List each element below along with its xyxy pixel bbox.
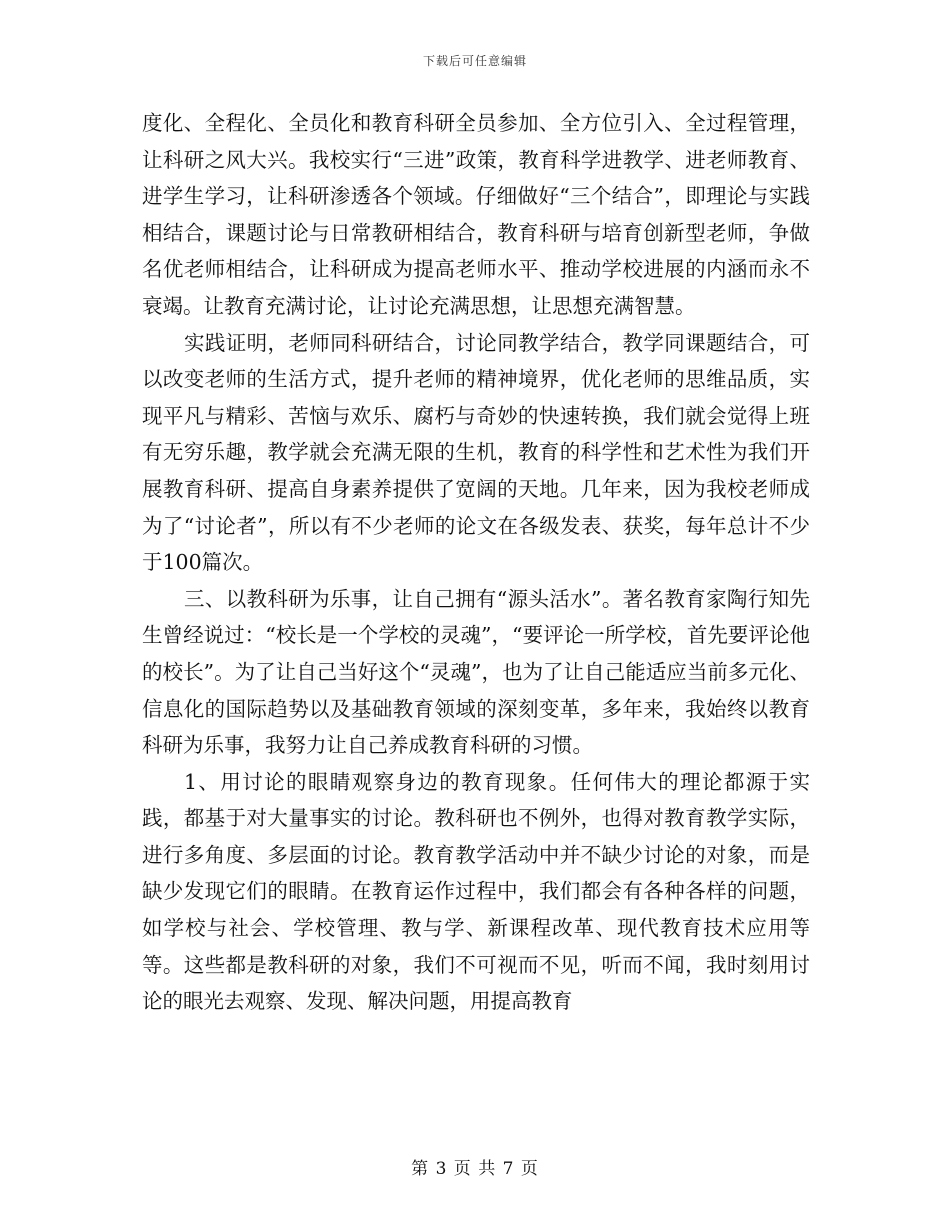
- document-body: [142, 105, 810, 1020]
- paragraph: 1、用讨论的眼睛观察身边的教育现象。任何伟大的理论都源于实践，都基于对大量事实的讨论。教科研也不例外，也得对教育教学实际，进行多角度、多层面的讨论。教育教学活动中并不缺少讨论的对象，而是缺少发现它们的眼睛。在教育运作过程中，我们都会有各种各样的问题，如学校与社会、学校管理、教与学、新课程改革、现代教育技术应用等等。这些都是教科研的对象，我们不可视而不见，听而不闻，我时刻用讨论的眼光去观察、发现、解决问题，用提高教育: [142, 769, 810, 1014]
- page-number-footer: 第 3 页 共 7 页: [411, 1159, 539, 1179]
- page-header: 下载后可任意编辑: [422, 54, 527, 68]
- paragraph-continued: 度化、全程化、全员化和教育科研全员参加、全方位引入、全过程管理，让科研之风大兴。我校实行“三进”政策，教育科学进教学、进老师教育、进学生学习，让科研渗透各个领域。仔细做好“三个结合”，即理论与实践相结合，课题讨论与日常教研相结合，教育科研与培育创新型老师，争做名优老师相结合，让科研成为提高老师水平、推动学校进展的内涵而永不衰竭。让教育充满讨论，让讨论充满思想，让思想充满智慧。: [142, 111, 810, 318]
- paragraph: 实践证明，老师同科研结合，讨论同教学结合，教学同课题结合，可以改变老师的生活方式，提升老师的精神境界，优化老师的思维品质，实现平凡与精彩、苦恼与欢乐、腐朽与奇妙的快速转换，我们就会觉得上班有无穷乐趣，教学就会充满无限的生机，教育的科学性和艺术性为我们开展教育科研、提高自身素养提供了宽阔的天地。几年来，因为我校老师成为了“讨论者”，所以有不少老师的论文在各级发表、获奖，每年总计不少于100篇次。: [142, 330, 810, 575]
- paragraph: 三、以教科研为乐事，让自己拥有“源头活水”。著名教育家陶行知先生曾经说过：“校长是一个学校的灵魂”，“要评论一所学校，首先要评论他的校长”。为了让自己当好这个“灵魂”，也为了让自己能适应当前多元化、信息化的国际趋势以及基础教育领域的深刻变革，多年来，我始终以教育科研为乐事，我努力让自己养成教育科研的习惯。: [142, 586, 810, 758]
